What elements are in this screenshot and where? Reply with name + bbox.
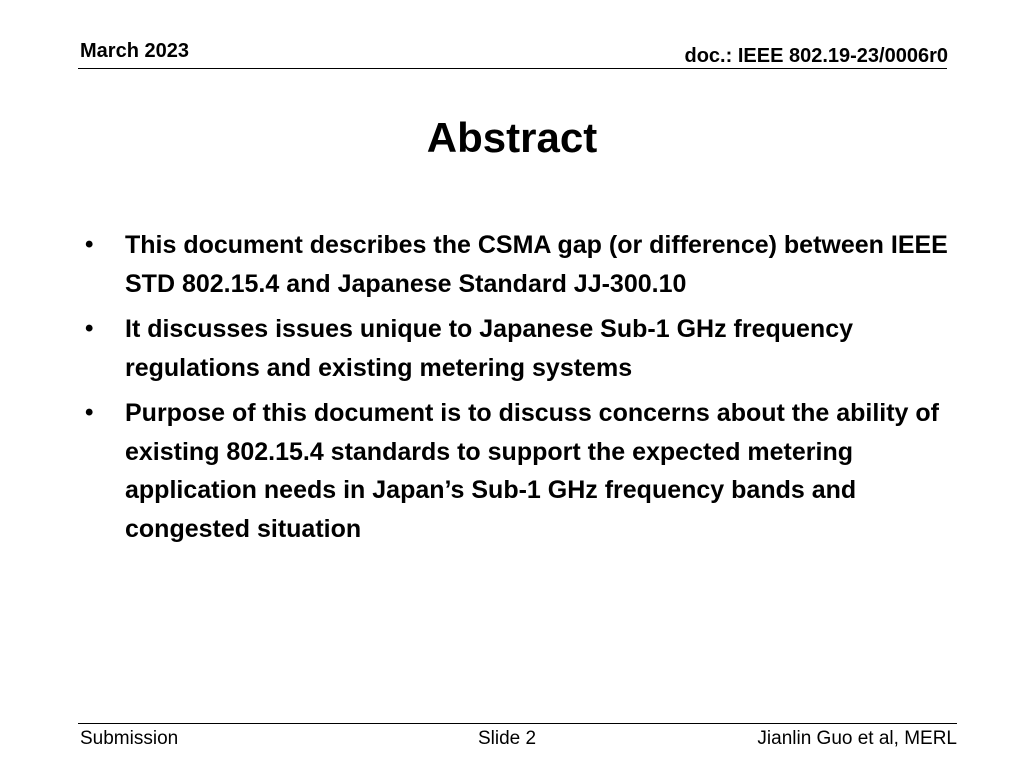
bullet-text: This document describes the CSMA gap (or difference) between IEEE STD 802.15.4 and Japanese Standard JJ-300.10 bbox=[125, 231, 948, 298]
header-date: March 2023 bbox=[80, 40, 189, 62]
footer-submission: Submission bbox=[80, 728, 179, 749]
bullet-item bbox=[82, 310, 962, 387]
bullet-text: It discusses issues unique to Japanese Sub-1 GHz frequency regulations and existing metering systems bbox=[125, 315, 854, 382]
slide-title: Abstract bbox=[426, 114, 598, 161]
bullet-text: Purpose of this document is to discuss concerns about the ability of existing 802.15.4 standards to support the expected metering application needs in Japan’s Sub-1 GHz frequency bands and congested situation bbox=[125, 399, 940, 543]
footer-divider bbox=[78, 723, 957, 724]
header-divider bbox=[78, 68, 947, 69]
slide-number: Slide 2 bbox=[478, 728, 537, 749]
footer-authors: Jianlin Guo et al, MERL bbox=[757, 728, 957, 749]
bullet-item bbox=[82, 394, 962, 548]
bullet-marker: • bbox=[85, 399, 94, 426]
bullet-marker: • bbox=[85, 231, 94, 258]
bullet-marker: • bbox=[85, 315, 94, 342]
bullet-list bbox=[82, 226, 962, 555]
document-id: doc.: IEEE 802.19-23/0006r0 bbox=[684, 45, 948, 67]
bullet-item bbox=[82, 226, 962, 303]
